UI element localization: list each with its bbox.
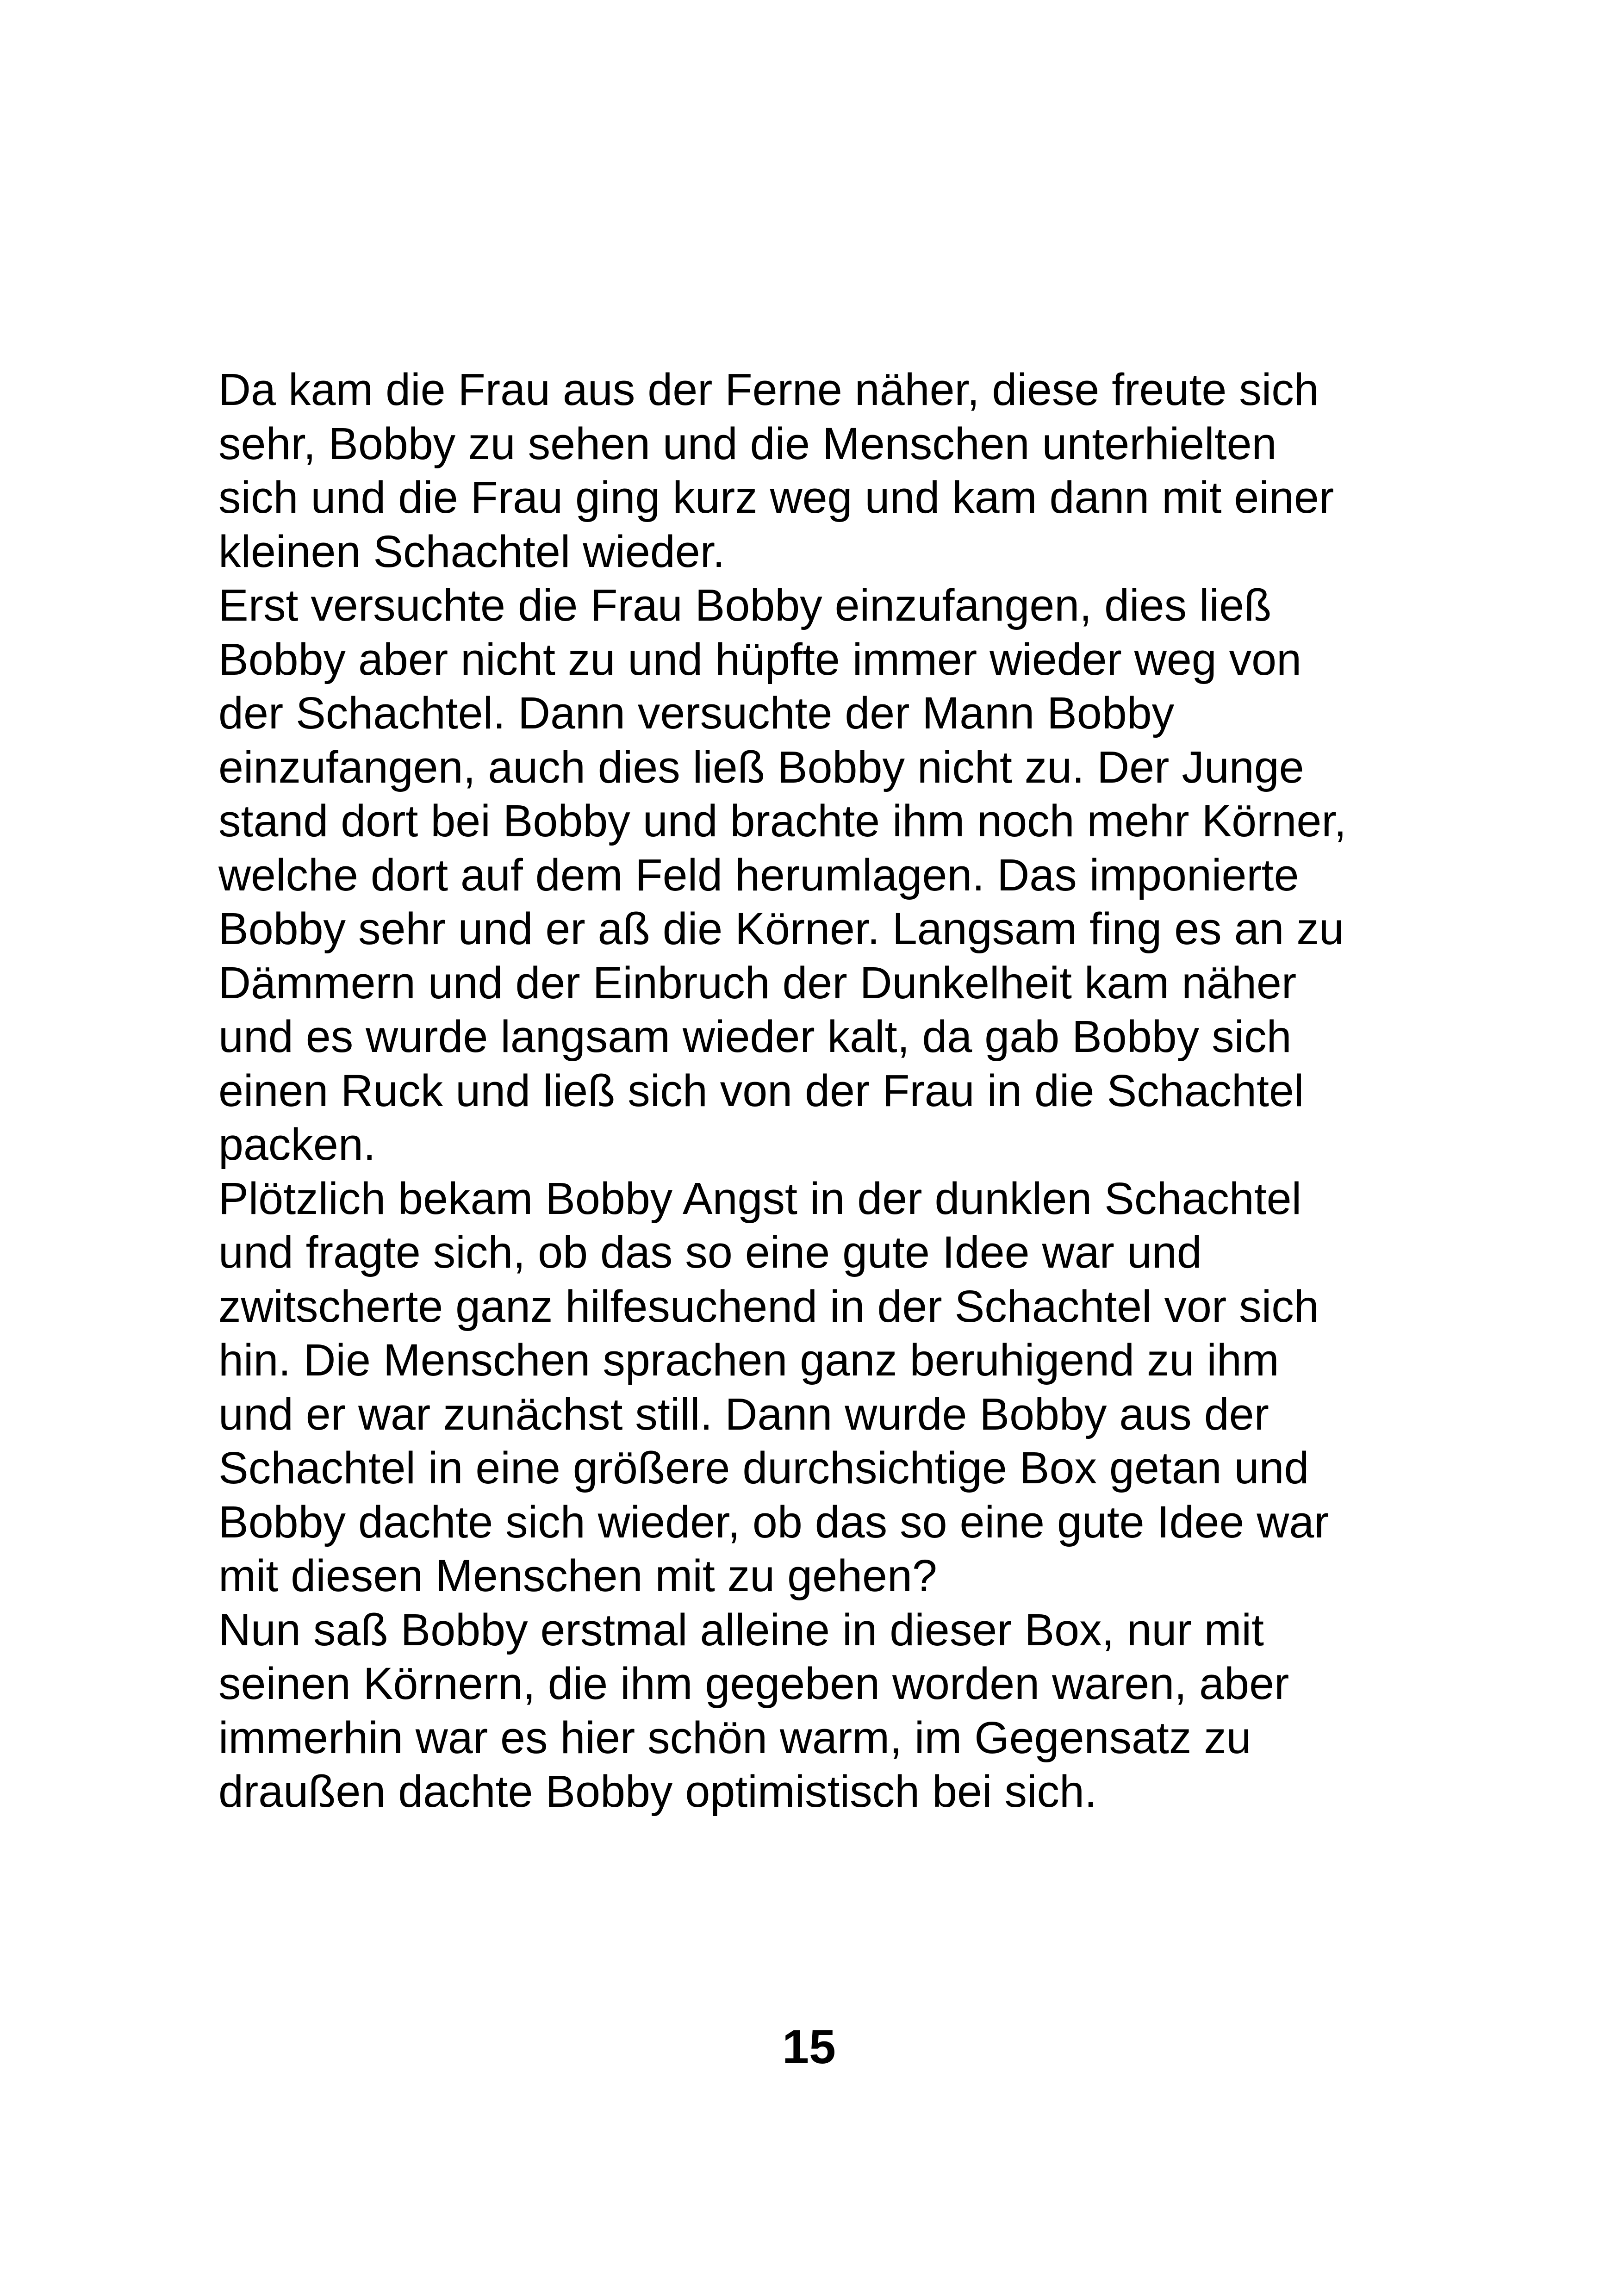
text-line: einen Ruck und ließ sich von der Frau in die Schachtel bbox=[218, 1065, 1304, 1116]
text-line: Erst versuchte die Frau Bobby einzufangen, dies ließ bbox=[218, 580, 1272, 630]
text-line: mit diesen Menschen mit zu gehen? bbox=[218, 1550, 937, 1601]
text-line: Plötzlich bekam Bobby Angst in der dunklen Schachtel bbox=[218, 1173, 1302, 1224]
text-line: Bobby aber nicht zu und hüpfte immer wieder weg von bbox=[218, 634, 1302, 684]
text-line: zwitscherte ganz hilfesuchend in der Schachtel vor sich bbox=[218, 1281, 1319, 1332]
text-line: Dämmern und der Einbruch der Dunkelheit kam näher bbox=[218, 957, 1297, 1008]
page-number: 15 bbox=[782, 2020, 836, 2074]
text-line: hin. Die Menschen sprachen ganz beruhigend zu ihm bbox=[218, 1335, 1279, 1385]
text-line: draußen dachte Bobby optimistisch bei sich. bbox=[218, 1766, 1097, 1817]
text-line: welche dort auf dem Feld herumlagen. Das imponierte bbox=[218, 849, 1299, 900]
text-line: sehr, Bobby zu sehen und die Menschen unterhielten bbox=[218, 418, 1277, 469]
text-line: Bobby sehr und er aß die Körner. Langsam fing es an zu bbox=[218, 903, 1344, 954]
text-line: und es wurde langsam wieder kalt, da gab Bobby sich bbox=[218, 1011, 1292, 1062]
text-line: Nun saß Bobby erstmal alleine in dieser Box, nur mit bbox=[218, 1604, 1264, 1655]
text-line: und fragte sich, ob das so eine gute Idee war und bbox=[218, 1227, 1202, 1277]
story-text bbox=[218, 363, 1422, 1819]
text-line: einzufangen, auch dies ließ Bobby nicht zu. Der Junge bbox=[218, 741, 1304, 792]
text-line: stand dort bei Bobby und brachte ihm noch mehr Körner, bbox=[218, 796, 1347, 846]
text-line: Schachtel in eine größere durchsichtige Box getan und bbox=[218, 1443, 1309, 1493]
text-line: Bobby dachte sich wieder, ob das so eine gute Idee war bbox=[218, 1496, 1329, 1547]
text-line: Da kam die Frau aus der Ferne näher, diese freute sich bbox=[218, 364, 1319, 415]
text-line: kleinen Schachtel wieder. bbox=[218, 526, 725, 577]
text-line: packen. bbox=[218, 1119, 376, 1170]
text-line: der Schachtel. Dann versuchte der Mann Bobby bbox=[218, 688, 1175, 738]
text-line: sich und die Frau ging kurz weg und kam dann mit einer bbox=[218, 472, 1334, 523]
text-line: seinen Körnern, die ihm gegeben worden waren, aber bbox=[218, 1658, 1289, 1709]
text-line: und er war zunächst still. Dann wurde Bobby aus der bbox=[218, 1388, 1269, 1439]
text-line: immerhin war es hier schön warm, im Gegensatz zu bbox=[218, 1712, 1251, 1763]
